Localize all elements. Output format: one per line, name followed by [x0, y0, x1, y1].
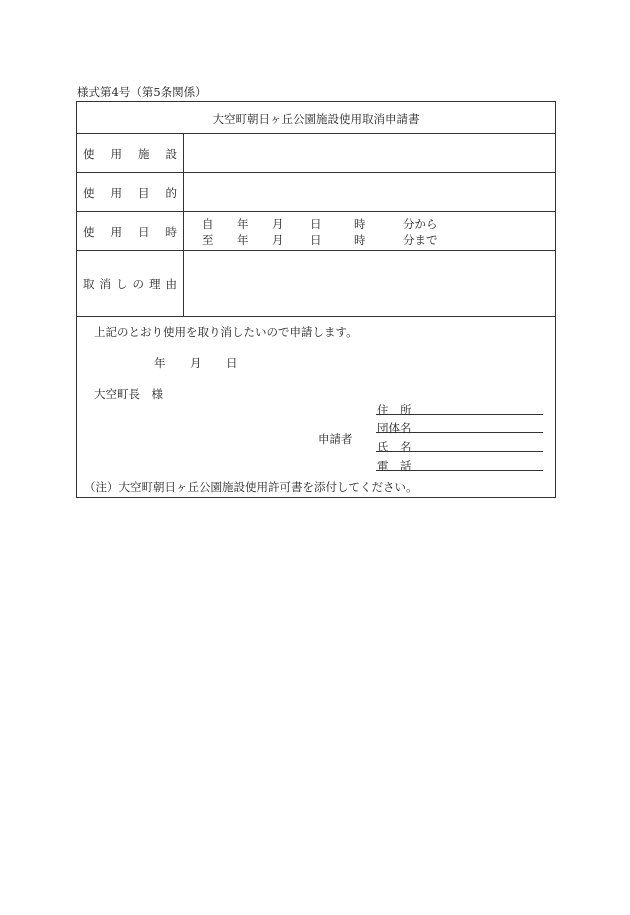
name-field[interactable] — [376, 451, 543, 452]
note-text: （注）大空町朝日ヶ丘公園施設使用許可書を添付してください。 — [84, 480, 418, 494]
statement-text: 上記のとおり使用を取り消したいので申請します。 — [94, 325, 358, 339]
group-field[interactable] — [376, 432, 543, 433]
divider — [77, 172, 555, 173]
group-label: 団体名 — [377, 421, 412, 435]
form-number: 様式第4号（第5条関係） — [77, 85, 207, 99]
reason-label: 取 消 し の 理 由 — [83, 277, 177, 291]
phone-label: 電 話 — [377, 459, 412, 473]
form-title: 大空町朝日ヶ丘公園施設使用取消申請書 — [212, 112, 420, 126]
purpose-label: 使 用 目 的 — [83, 186, 177, 200]
divider — [77, 211, 555, 212]
application-form: 大空町朝日ヶ丘公園施設使用取消申請書 使 用 施 設 使 用 目 的 使 用 日 時 自 年 月 日 時 分から 至 年 月 日 時 分まで 取 消 し の 理 由 上記のとおり使用を取り消したいので申請します。 年 月 日 大空町長 様 申請者 住 所 団体名 氏 名 電 話 （注）大空町朝日ヶ丘公園施設使用許可書を添付してください。 — [76, 101, 556, 498]
datetime-label: 使 用 日 時 — [83, 225, 177, 239]
address-field[interactable] — [376, 414, 543, 415]
column-divider — [183, 133, 184, 316]
address-label: 住 所 — [377, 403, 412, 417]
phone-field[interactable] — [376, 470, 543, 471]
divider — [77, 250, 555, 251]
name-label: 氏 名 — [377, 440, 412, 454]
divider — [77, 316, 555, 317]
applicant-label: 申請者 — [318, 432, 353, 446]
facility-label: 使 用 施 設 — [83, 147, 177, 161]
addressee: 大空町長 様 — [94, 387, 163, 401]
divider — [77, 133, 555, 134]
